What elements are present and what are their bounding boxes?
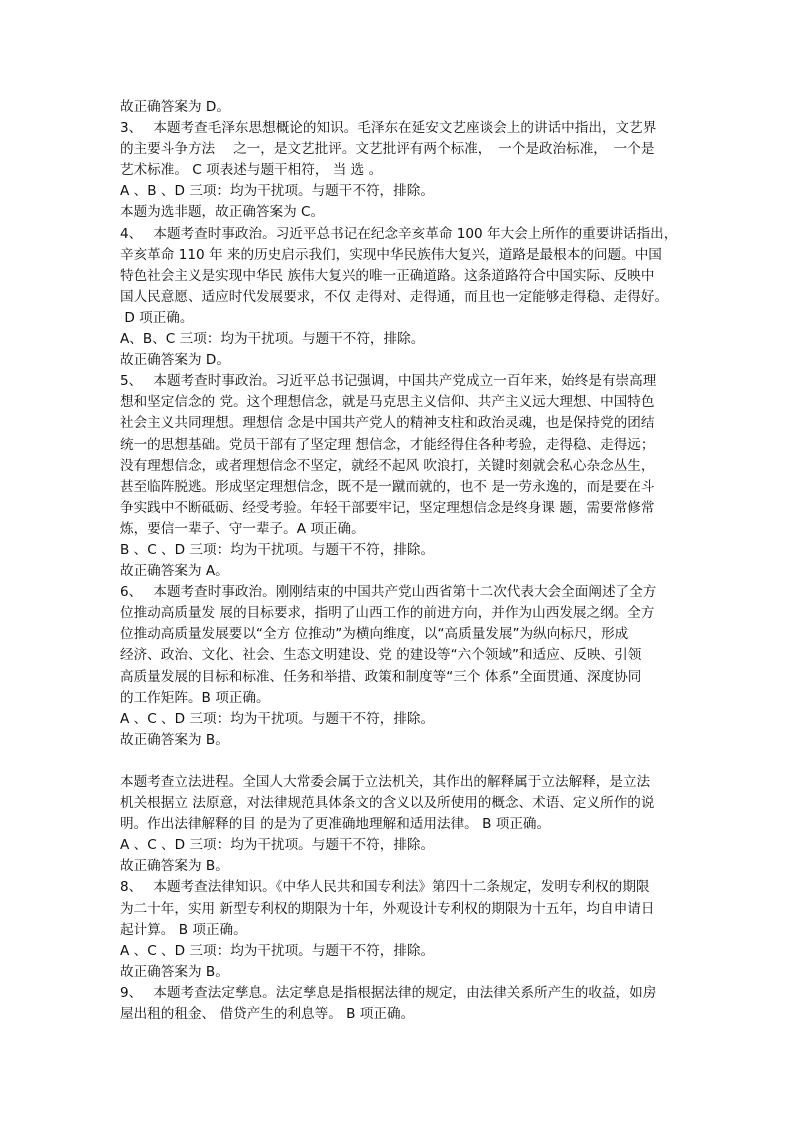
question-8-explanation: 8、 本题考查法律知识。《中华人民共和国专利法》第四十二条规定，发明专利权的期限 [120,879,650,896]
distractor-line: A 、C 、D 三项：均为干扰项。与题干不符，排除。 [120,710,435,727]
question-7-explanation: 本题考查立法进程。全国人大常委会属于立法机关，其作出的解释属于立法解释，是立法 [120,774,651,790]
question-8-explanation: 为二十年，实用 新型专利权的期限为十年，外观设计专利权的期限为十五年，均自申请日 [120,900,655,917]
question-6-explanation: 高质量发展的目标和标准、任务和举措、政策和制度等“三个 体系”全面贯通、深度协同 [120,668,642,685]
distractor-line: A 、C 、D 三项：均为干扰项。与题干不符，排除。 [120,837,435,854]
question-5-explanation: 炼，要信一辈子、守一辈子。A 项正确。 [120,520,365,537]
question-3-explanation: 的主要斗争方法 之一，是文艺批评。文艺批评有两个标准， 一个是政治标准， 一个是 [120,141,655,158]
question-4-explanation: 辛亥革命 110 年 来的历史启示我们，实现中华民族伟大复兴，道路是最根本的问题。中国 [120,246,662,263]
question-6-explanation: 位推动高质量发展要以“全方 位推动”为横向维度，以“高质量发展”为纵向标尺，形成 [120,626,629,643]
answer-line: 本题为选非题，故正确答案为 C。 [120,204,325,221]
question-6-explanation: 6、 本题考查时事政治。刚刚结束的中国共产党山西省第十二次代表大会全面阐述了全方 [120,584,657,601]
document-page [120,97,695,1025]
answer-line: 故正确答案为 B。 [120,858,229,875]
question-5-explanation: 想和坚定信念的 党。这个理想信念，就是马克思主义信仰、共产主义远大理想、中国特色 [120,394,655,411]
question-6-explanation: 经济、政治、文化、社会、生态文明建设、党 的建设等“六个领域”和适应、反映、引领 [120,647,642,664]
question-4-explanation: 4、 本题考查时事政治。习近平总书记在纪念辛亥革命 100 年大会上所作的重要讲话指出， [120,225,678,242]
question-4-explanation: 特色社会主义是实现中华民 族伟大复兴的唯一正确道路。这条道路符合中国实际、反映中 [120,267,655,284]
question-5-explanation: 甚至临阵脱逃。形成坚定理想信念，既不是一蹴而就的，也不 是一劳永逸的，而是要在斗 [120,478,655,495]
answer-line: 故正确答案为 B。 [120,731,229,748]
answer-line: 故正确答案为 D。 [120,99,230,115]
answer-line: 故正确答案为 D。 [120,352,230,369]
distractor-line: A 、C 、D 三项：均为干扰项。与题干不符，排除。 [120,942,435,959]
question-3-explanation: 艺术标准。 C 项表述与题干相符， 当 选 。 [120,162,383,179]
question-5-explanation: 统一的思想基础。党员干部有了坚定理 想信念，才能经得住各种考验，走得稳、走得远； [120,436,655,453]
question-4-explanation: 国人民意愿、适应时代发展要求，不仅 走得对、走得通，而且也一定能够走得稳、走得好。 [120,288,669,305]
distractor-line: A 、B 、D 三项：均为干扰项。与题干不符，排除。 [120,183,434,200]
question-7-explanation: 明。作出法律解释的目 的是为了更准确地理解和适用法律。 B 项正确。 [120,816,551,833]
question-6-explanation: 的工作矩阵。B 项正确。 [120,689,270,706]
question-7-explanation: 机关根据立 法原意，对法律规范具体条文的含义以及所使用的概念、术语、定义所作的说 [120,795,655,812]
distractor-line: A、B、C 三项：均为干扰项。与题干不符，排除。 [120,331,425,348]
question-9-explanation: 屋出租的租金、 借贷产生的利息等。 B 项正确。 [120,1006,415,1023]
question-5-explanation: 社会主义共同理想。理想信 念是中国共产党人的精神支柱和政治灵魂，也是保持党的团结 [120,415,655,432]
answer-line: 故正确答案为 A。 [120,563,229,580]
question-5-explanation: 争实践中不断砥砺、经受考验。年轻干部要牢记，坚定理想信念是终身课 题，需要常修常 [120,499,655,516]
blank-line [120,751,695,772]
question-9-explanation: 9、 本题考查法定孳息。法定孳息是指根据法律的规定，由法律关系所产生的收益，如房 [120,984,657,1001]
question-4-explanation: D 项正确。 [120,309,194,326]
question-3-explanation: 3、 本题考查毛泽东思想概论的知识。毛泽东在延安文艺座谈会上的讲话中指出，文艺界 [120,120,657,137]
question-8-explanation: 起计算。 B 项正确。 [120,921,247,938]
question-6-explanation: 位推动高质量发 展的目标要求，指明了山西工作的前进方向，并作为山西发展之纲。全方 [120,605,655,622]
distractor-line: B 、C 、D 三项：均为干扰项。与题干不符，排除。 [120,541,435,558]
answer-line: 故正确答案为 B。 [120,963,229,980]
question-5-explanation: 没有理想信念，或者理想信念不坚定，就经不起风 吹浪打，关键时刻就会私心杂念丛生， [120,457,655,474]
question-5-explanation: 5、 本题考查时事政治。习近平总书记强调，中国共产党成立一百年来，始终是有崇高理 [120,373,657,390]
